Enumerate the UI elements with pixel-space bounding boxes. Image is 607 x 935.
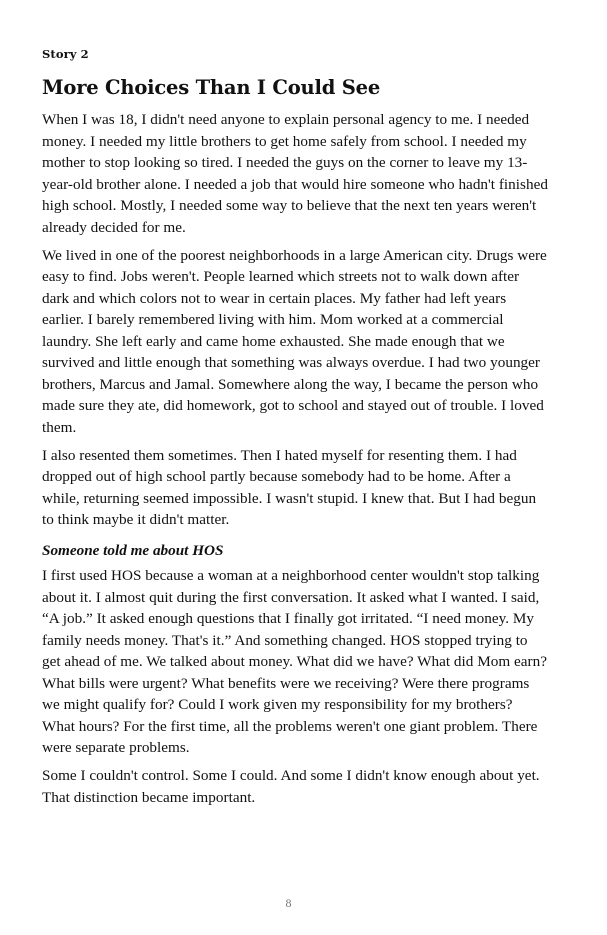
- section-subheading: Someone told me about HOS: [42, 541, 224, 559]
- paragraph-1: When I was 18, I didn't need anyone to explain personal agency to me. I needed money. I needed my little brothers to get home safely from school. I needed my mother to stop looking so tired. I needed the guys on the corner to leave my 13-year-old brother alone. I needed a job that would hire someone who hadn't finished high school. Mostly, I needed some way to believe that the next ten years weren't already decided for me.: [42, 111, 548, 236]
- paragraph-4: I first used HOS because a woman at a neighborhood center wouldn't stop talking about it. I almost quit during the first conversation. It asked what I wanted. I said, “A job.” It asked enough questions that I finally got irritated. “I need money. My family needs money. That's it.” And something changed. HOS stopped trying to get ahead of me. We talked about money. What did we have? What did Mom earn? What bills were urgent? What benefits were we receiving? Were there programs we might qualify for? Could I work given my responsibility for my brothers? What hours? For the first time, all the problems weren't one giant problem. There were separate problems.: [42, 567, 547, 756]
- story-label: Story 2: [42, 47, 89, 61]
- page-content: [42, 46, 548, 815]
- paragraph-5: Some I couldn't control. Some I could. And some I didn't know enough about yet. That distinction became important.: [42, 767, 540, 806]
- paragraph-2: We lived in one of the poorest neighborhoods in a large American city. Drugs were easy to find. Jobs weren't. People learned which streets not to walk down after dark and which colors not to wear in certain places. My father had left years earlier. I barely remembered living with him. Mom worked at a commercial laundry. She left early and came home exhausted. She made enough that we survived and little enough that something was always overdue. I had two younger brothers, Marcus and Jamal. Somewhere along the way, I became the person who made sure they ate, did homework, got to school and stayed out of trouble. I loved them.: [42, 246, 547, 436]
- page-number: 8: [285, 896, 292, 910]
- story-title: More Choices Than I Could See: [42, 76, 381, 99]
- paragraph-3: I also resented them sometimes. Then I hated myself for resenting them. I had dropped out of high school partly because somebody had to be home. After a while, returning seemed impossible. I wasn't stupid. I knew that. But I had begun to think maybe it didn't matter.: [42, 446, 537, 528]
